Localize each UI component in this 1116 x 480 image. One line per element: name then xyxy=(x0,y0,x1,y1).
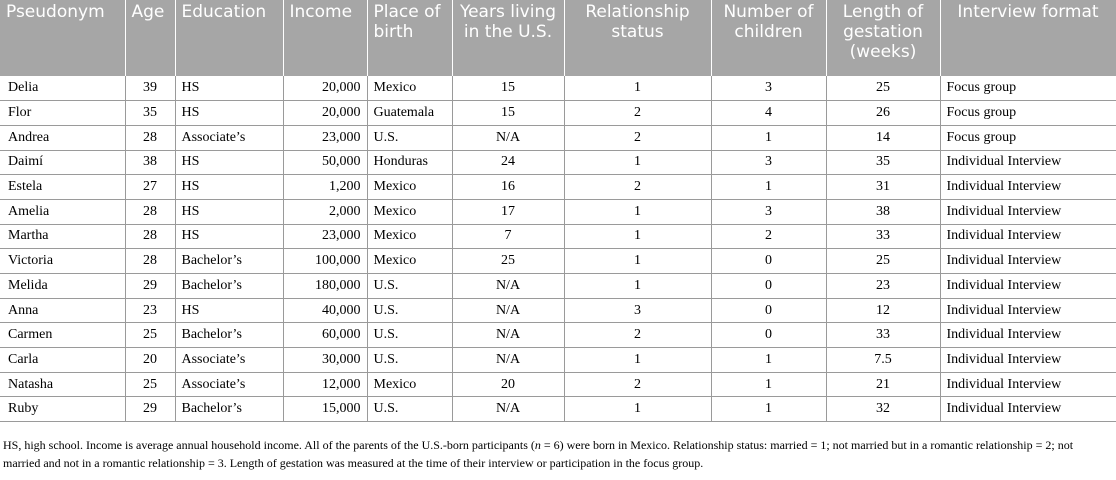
table-footnote xyxy=(3,436,1111,472)
cell-education: Associate’s xyxy=(175,372,283,397)
cell-age: 25 xyxy=(125,323,175,348)
cell-number-of-children: 0 xyxy=(711,249,826,274)
cell-interview-format: Focus group xyxy=(940,101,1116,126)
cell-age: 29 xyxy=(125,274,175,299)
cell-number-of-children: 3 xyxy=(711,199,826,224)
cell-pseudonym: Andrea xyxy=(0,125,125,150)
cell-education: Associate’s xyxy=(175,348,283,373)
cell-income: 23,000 xyxy=(283,224,367,249)
cell-place-of-birth: Mexico xyxy=(367,76,452,101)
cell-income: 20,000 xyxy=(283,101,367,126)
table-row xyxy=(0,397,1116,422)
cell-years-in-us: 17 xyxy=(452,199,564,224)
cell-number-of-children: 3 xyxy=(711,150,826,175)
cell-place-of-birth: Mexico xyxy=(367,224,452,249)
cell-age: 28 xyxy=(125,199,175,224)
footnote-text-1: HS, high school. Income is average annual household income. All of the parents of the U.S.-born participants ( xyxy=(3,438,535,452)
cell-education: Bachelor’s xyxy=(175,323,283,348)
cell-number-of-children: 0 xyxy=(711,298,826,323)
cell-income: 15,000 xyxy=(283,397,367,422)
cell-years-in-us: 25 xyxy=(452,249,564,274)
header-row xyxy=(0,0,1116,76)
cell-gestation-weeks: 33 xyxy=(826,323,940,348)
cell-income: 23,000 xyxy=(283,125,367,150)
cell-income: 30,000 xyxy=(283,348,367,373)
cell-age: 28 xyxy=(125,249,175,274)
cell-years-in-us: N/A xyxy=(452,298,564,323)
cell-pseudonym: Victoria xyxy=(0,249,125,274)
cell-relationship-status: 1 xyxy=(564,274,711,299)
header-number-of-children: Number of children xyxy=(711,0,826,76)
cell-relationship-status: 1 xyxy=(564,199,711,224)
cell-age: 27 xyxy=(125,175,175,200)
header-place-of-birth: Place of birth xyxy=(367,0,452,76)
cell-income: 100,000 xyxy=(283,249,367,274)
cell-place-of-birth: U.S. xyxy=(367,348,452,373)
cell-relationship-status: 2 xyxy=(564,125,711,150)
cell-interview-format: Focus group xyxy=(940,125,1116,150)
table-row xyxy=(0,150,1116,175)
cell-place-of-birth: U.S. xyxy=(367,125,452,150)
cell-years-in-us: 16 xyxy=(452,175,564,200)
table-row xyxy=(0,199,1116,224)
cell-years-in-us: 15 xyxy=(452,76,564,101)
cell-relationship-status: 1 xyxy=(564,224,711,249)
cell-relationship-status: 2 xyxy=(564,372,711,397)
cell-pseudonym: Martha xyxy=(0,224,125,249)
cell-income: 180,000 xyxy=(283,274,367,299)
cell-interview-format: Individual Interview xyxy=(940,348,1116,373)
cell-age: 29 xyxy=(125,397,175,422)
cell-gestation-weeks: 35 xyxy=(826,150,940,175)
cell-relationship-status: 2 xyxy=(564,175,711,200)
cell-number-of-children: 0 xyxy=(711,323,826,348)
cell-years-in-us: N/A xyxy=(452,348,564,373)
cell-education: HS xyxy=(175,101,283,126)
cell-age: 23 xyxy=(125,298,175,323)
header-interview-format: Interview format xyxy=(940,0,1116,76)
cell-interview-format: Individual Interview xyxy=(940,224,1116,249)
cell-education: Associate’s xyxy=(175,125,283,150)
cell-number-of-children: 1 xyxy=(711,175,826,200)
cell-place-of-birth: Mexico xyxy=(367,199,452,224)
cell-income: 2,000 xyxy=(283,199,367,224)
cell-gestation-weeks: 7.5 xyxy=(826,348,940,373)
cell-number-of-children: 1 xyxy=(711,125,826,150)
cell-gestation-weeks: 31 xyxy=(826,175,940,200)
cell-years-in-us: N/A xyxy=(452,125,564,150)
cell-pseudonym: Estela xyxy=(0,175,125,200)
footnote-text-2: = 6) were born in Mexico. Relationship status: married = 1; not married but in a romantic relationship = 2; not married and not in a romantic relationship = 3. Length of gestation was measured at the time of their interview or participation in the focus group. xyxy=(3,438,1074,470)
cell-relationship-status: 1 xyxy=(564,397,711,422)
cell-place-of-birth: U.S. xyxy=(367,298,452,323)
cell-interview-format: Individual Interview xyxy=(940,199,1116,224)
cell-gestation-weeks: 23 xyxy=(826,274,940,299)
cell-education: Bachelor’s xyxy=(175,274,283,299)
cell-years-in-us: N/A xyxy=(452,397,564,422)
cell-income: 60,000 xyxy=(283,323,367,348)
cell-pseudonym: Carmen xyxy=(0,323,125,348)
cell-age: 25 xyxy=(125,372,175,397)
table-row xyxy=(0,274,1116,299)
table-row xyxy=(0,125,1116,150)
cell-gestation-weeks: 21 xyxy=(826,372,940,397)
cell-years-in-us: 20 xyxy=(452,372,564,397)
cell-place-of-birth: U.S. xyxy=(367,397,452,422)
cell-pseudonym: Carla xyxy=(0,348,125,373)
cell-gestation-weeks: 32 xyxy=(826,397,940,422)
cell-relationship-status: 2 xyxy=(564,323,711,348)
cell-gestation-weeks: 33 xyxy=(826,224,940,249)
cell-pseudonym: Flor xyxy=(0,101,125,126)
cell-interview-format: Individual Interview xyxy=(940,249,1116,274)
cell-education: Bachelor’s xyxy=(175,397,283,422)
cell-pseudonym: Amelia xyxy=(0,199,125,224)
cell-interview-format: Focus group xyxy=(940,76,1116,101)
header-income: Income xyxy=(283,0,367,76)
cell-interview-format: Individual Interview xyxy=(940,372,1116,397)
cell-relationship-status: 1 xyxy=(564,249,711,274)
table-row xyxy=(0,298,1116,323)
cell-relationship-status: 2 xyxy=(564,101,711,126)
cell-education: Bachelor’s xyxy=(175,249,283,274)
cell-place-of-birth: U.S. xyxy=(367,323,452,348)
footnote-n: n xyxy=(534,438,541,452)
cell-pseudonym: Daimí xyxy=(0,150,125,175)
header-education: Education xyxy=(175,0,283,76)
cell-number-of-children: 1 xyxy=(711,397,826,422)
cell-years-in-us: N/A xyxy=(452,274,564,299)
cell-income: 1,200 xyxy=(283,175,367,200)
cell-gestation-weeks: 26 xyxy=(826,101,940,126)
cell-pseudonym: Melida xyxy=(0,274,125,299)
cell-education: HS xyxy=(175,150,283,175)
header-pseudonym: Pseudonym xyxy=(0,0,125,76)
cell-place-of-birth: Honduras xyxy=(367,150,452,175)
cell-number-of-children: 3 xyxy=(711,76,826,101)
cell-gestation-weeks: 38 xyxy=(826,199,940,224)
cell-age: 20 xyxy=(125,348,175,373)
cell-years-in-us: 7 xyxy=(452,224,564,249)
cell-relationship-status: 1 xyxy=(564,348,711,373)
header-age: Age xyxy=(125,0,175,76)
table-row xyxy=(0,323,1116,348)
cell-place-of-birth: Mexico xyxy=(367,175,452,200)
cell-number-of-children: 0 xyxy=(711,274,826,299)
cell-place-of-birth: Mexico xyxy=(367,372,452,397)
cell-interview-format: Individual Interview xyxy=(940,298,1116,323)
cell-interview-format: Individual Interview xyxy=(940,397,1116,422)
cell-years-in-us: 24 xyxy=(452,150,564,175)
cell-place-of-birth: Guatemala xyxy=(367,101,452,126)
table-row xyxy=(0,348,1116,373)
cell-pseudonym: Natasha xyxy=(0,372,125,397)
cell-age: 39 xyxy=(125,76,175,101)
table-row xyxy=(0,175,1116,200)
cell-pseudonym: Ruby xyxy=(0,397,125,422)
cell-number-of-children: 1 xyxy=(711,372,826,397)
cell-interview-format: Individual Interview xyxy=(940,274,1116,299)
cell-education: HS xyxy=(175,298,283,323)
cell-gestation-weeks: 12 xyxy=(826,298,940,323)
header-relationship-status: Relationship status xyxy=(564,0,711,76)
cell-number-of-children: 4 xyxy=(711,101,826,126)
cell-gestation-weeks: 14 xyxy=(826,125,940,150)
cell-income: 20,000 xyxy=(283,76,367,101)
cell-interview-format: Individual Interview xyxy=(940,323,1116,348)
cell-number-of-children: 1 xyxy=(711,348,826,373)
cell-education: HS xyxy=(175,199,283,224)
cell-place-of-birth: U.S. xyxy=(367,274,452,299)
table-row xyxy=(0,101,1116,126)
cell-pseudonym: Delia xyxy=(0,76,125,101)
cell-age: 38 xyxy=(125,150,175,175)
cell-relationship-status: 1 xyxy=(564,76,711,101)
cell-interview-format: Individual Interview xyxy=(940,175,1116,200)
header-length-of-gestation: Length of gestation (weeks) xyxy=(826,0,940,76)
cell-age: 28 xyxy=(125,125,175,150)
cell-place-of-birth: Mexico xyxy=(367,249,452,274)
table-row xyxy=(0,76,1116,101)
cell-relationship-status: 1 xyxy=(564,150,711,175)
table-row xyxy=(0,372,1116,397)
cell-relationship-status: 3 xyxy=(564,298,711,323)
cell-number-of-children: 2 xyxy=(711,224,826,249)
cell-years-in-us: 15 xyxy=(452,101,564,126)
cell-income: 40,000 xyxy=(283,298,367,323)
cell-pseudonym: Anna xyxy=(0,298,125,323)
cell-education: HS xyxy=(175,76,283,101)
cell-age: 35 xyxy=(125,101,175,126)
cell-education: HS xyxy=(175,175,283,200)
table-row xyxy=(0,249,1116,274)
cell-gestation-weeks: 25 xyxy=(826,76,940,101)
cell-years-in-us: N/A xyxy=(452,323,564,348)
cell-age: 28 xyxy=(125,224,175,249)
cell-education: HS xyxy=(175,224,283,249)
cell-income: 12,000 xyxy=(283,372,367,397)
cell-gestation-weeks: 25 xyxy=(826,249,940,274)
table-row xyxy=(0,224,1116,249)
header-years-in-us: Years living in the U.S. xyxy=(452,0,564,76)
cell-interview-format: Individual Interview xyxy=(940,150,1116,175)
cell-income: 50,000 xyxy=(283,150,367,175)
